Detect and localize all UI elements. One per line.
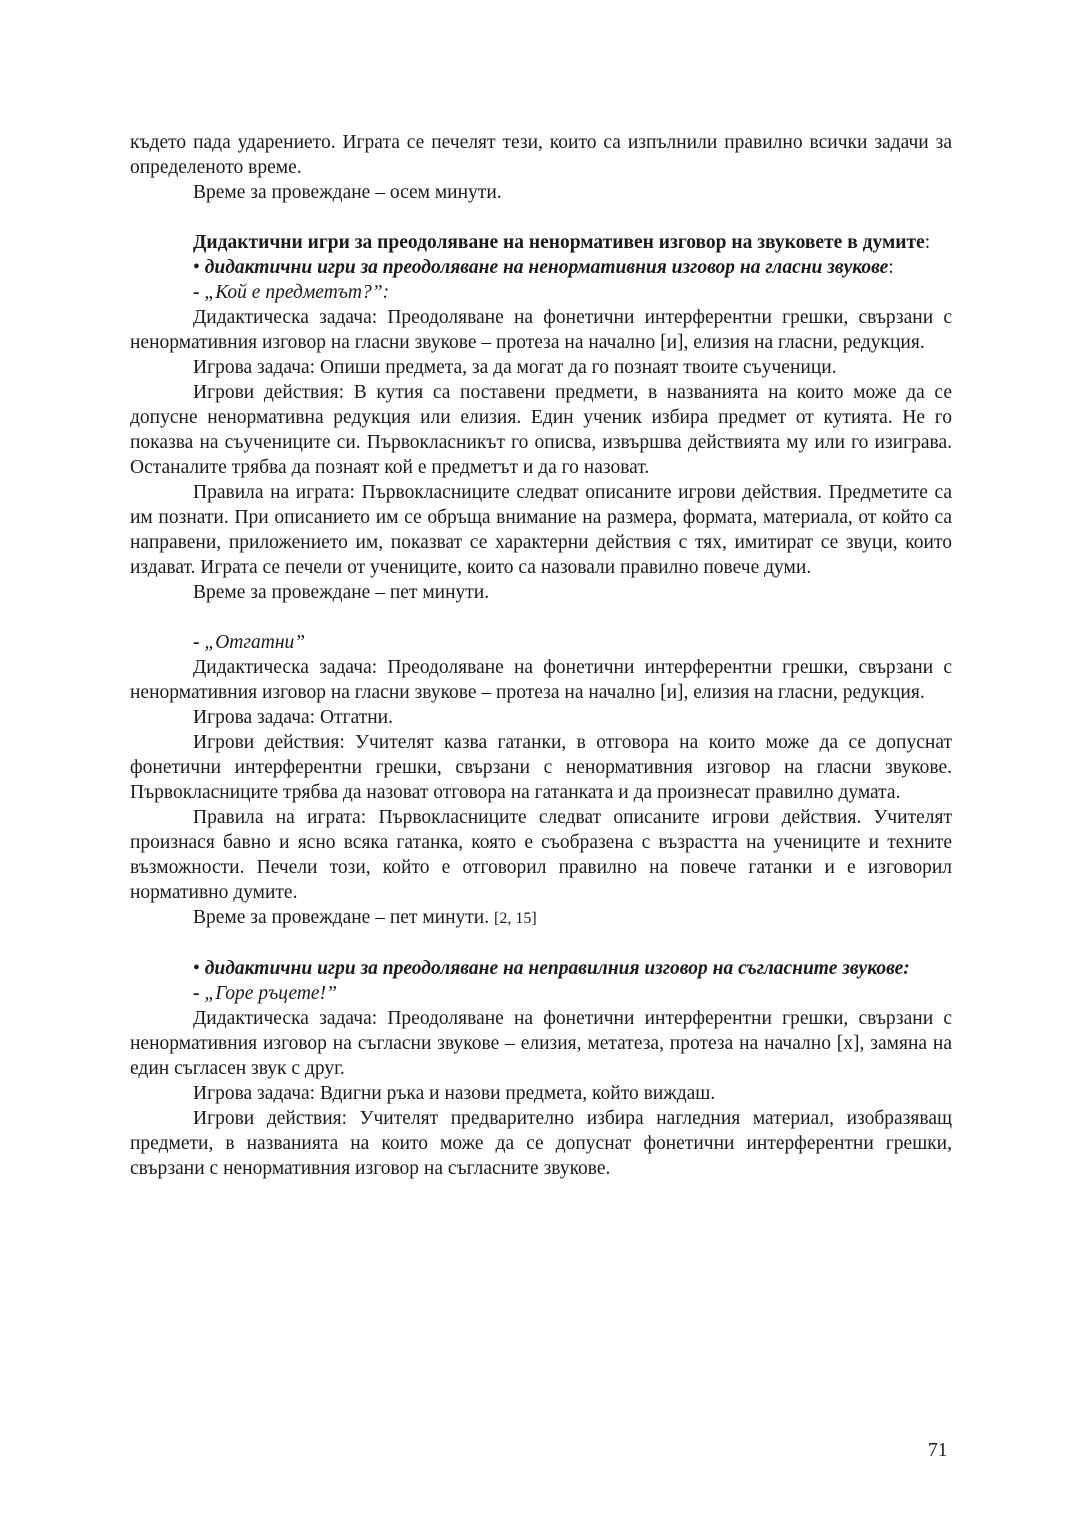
subsection-heading-text: дидактични игри за преодоляване на неправилния изговор на съгласните звукове:: [204, 958, 910, 979]
game-title: [130, 630, 952, 655]
paragraph: Игрова задача: Опиши предмета, за да могат да го познаят твоите съученици.: [193, 357, 837, 378]
paragraph: Игрови действия: Учителят казва гатанки, в отговора на които може да се допуснат фонетични интерферентни грешки, свързани с ненормативния изговор на гласни звукове. Първокласниците трябва да назоват отговора на гатанката и да произнесат правилно думата.: [130, 732, 952, 803]
game-title-text: „Кой е предметът?”:: [204, 282, 390, 303]
page-number: 71: [928, 1440, 948, 1461]
paragraph: Дидактическа задача: Преодоляване на фонетични интерферентни грешки, свързани с ненормативния изговор на гласни звукове – протеза на начално [и], елизия на гласни, редукция.: [130, 657, 952, 703]
paragraph: Време за провеждане – пет минути.: [193, 582, 490, 603]
section-heading-text: Дидактични игри за преодоляване на ненормативен изговор на звуковете в думите: [193, 232, 925, 253]
game-title-text: „Отгатни”: [204, 632, 306, 653]
bullet: •: [193, 958, 205, 979]
game-title: [130, 280, 952, 305]
paragraph: Дидактическа задача: Преодоляване на фонетични интерферентни грешки, свързани с ненормативния изговор на съгласни звукове – елизия, метатеза, протеза на начално [х], замяна на един съгласен звук с друг.: [130, 1008, 952, 1079]
section-heading: [130, 230, 952, 255]
spacer: [130, 605, 952, 630]
paragraph: Игрова задача: Отгатни.: [193, 707, 393, 728]
subsection-heading: [130, 255, 952, 280]
bullet: •: [193, 257, 205, 278]
spacer: [130, 931, 952, 956]
paragraph: Време за провеждане – осем минути.: [193, 182, 502, 203]
paragraph: Игрова задача: Вдигни ръка и назови предмета, който виждаш.: [193, 1083, 716, 1104]
game-title: [130, 981, 952, 1006]
paragraph-text: Време за провеждане – пет минути.: [193, 907, 494, 928]
dash: -: [193, 632, 205, 653]
paragraph: Игрови действия: В кутия са поставени предмети, в названията на които може да се допусне ненормативна редукция или елизия. Един ученик избира предмет от кутията. Не го показва на съучениците си. Първокласникът го описва, извършва действията му или го изиграва. Останалите трябва да познаят кой е предметът и да го назоват.: [130, 382, 952, 478]
paragraph: Игрови действия: Учителят предварително избира нагледния материал, изобразяващ предмети, в названията на които може да се допуснат фонетични интерферентни грешки, свързани с ненормативния изговор на съгласните звукове.: [130, 1108, 952, 1179]
paragraph: Дидактическа задача: Преодоляване на фонетични интерферентни грешки, свързани с ненормативния изговор на гласни звукове – протеза на начално [и], елизия на гласни, редукция.: [130, 307, 952, 353]
page-body: [130, 130, 952, 1181]
citation: [2, 15]: [494, 910, 537, 927]
heading-colon: :: [924, 232, 931, 253]
heading-colon: :: [888, 257, 894, 278]
subsection-heading: [130, 956, 952, 981]
spacer: [130, 205, 952, 230]
dash: -: [193, 983, 205, 1004]
paragraph: Правила на играта: Първокласниците следват описаните игрови действия. Учителят произнася бавно и ясно всяка гатанка, която е съобразена с възрастта на учениците и техните възможности. Печели този, който е отговорил правилно на повече гатанки и е изговорил нормативно думите.: [130, 807, 952, 903]
subsection-heading-text: дидактични игри за преодоляване на ненормативния изговор на гласни звукове: [204, 257, 889, 278]
game-title-text: „Горе ръцете!”: [204, 983, 337, 1004]
paragraph: където пада ударението. Играта се печелят тези, които са изпълнили правилно всички задачи за определеното време.: [130, 132, 952, 178]
paragraph: Правила на играта: Първокласниците следват описаните игрови действия. Предметите са им познати. При описанието им се обръща внимание на размера, формата, материала, от който са направени, приложението им, показват се характерни действия с тях, имитират се звуци, които издават. Играта се печели от учениците, които са назовали правилно повече думи.: [130, 482, 952, 578]
paragraph: [130, 905, 952, 931]
dash: -: [193, 282, 205, 303]
